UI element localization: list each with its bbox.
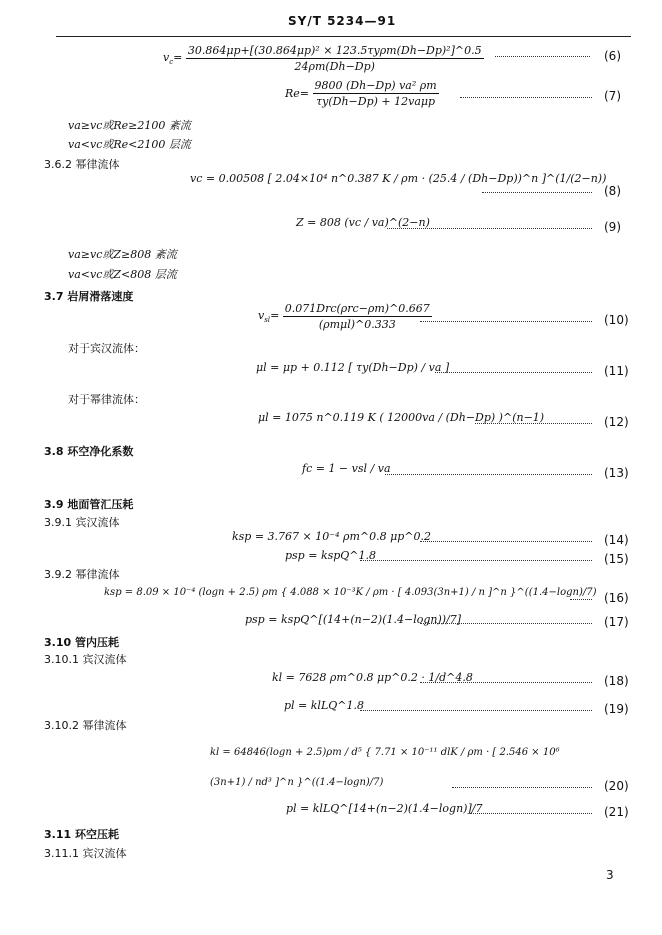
eq7-numerator: 9800 (Dh−Dp) va² ρm [314,79,437,92]
section-3-10-2: 3.10.2 幂律流体 [44,719,127,732]
equation-8: vc = 0.00508 [ 2.04×10⁴ n^0.387 K / ρm · (25.4 / (Dh−Dp))^n ]^(1/(2−n)) [190,172,607,185]
leader-dots [435,372,592,373]
equation-7: Re= $\frac{\text{9800 (Dh−Dp) va² ρm}}{\text{τy(Dh−Dp) + 12vaμp}}$ [285,79,437,108]
leader-dots [360,710,592,711]
eq-number-11: (11) [604,364,629,378]
equation-19: pl = klLQ^1.8 [284,699,364,712]
leader-dots [420,321,592,322]
eq10-numerator: 0.071Drc(ρrc−ρm)^0.667 [284,302,430,315]
section-3-7: 3.7 岩屑滑落速度 [44,290,134,303]
section-3-8: 3.8 环空净化系数 [44,445,134,458]
section-3-9-2: 3.9.2 幂律流体 [44,568,120,581]
eq7-denominator: τy(Dh−Dp) + 12vaμp [316,95,436,108]
section-3-10: 3.10 管内压耗 [44,636,119,649]
laminar-condition-z: va<vc或Z<808 层流 [68,268,177,281]
standard-code: SY/T 5234—91 [288,14,397,28]
eq-number-19: (19) [604,702,629,716]
equation-11: μl = μp + 0.112 [ τy(Dh−Dp) / va ] [256,361,450,374]
section-3-11: 3.11 环空压耗 [44,828,119,841]
equation-21: pl = klLQ^[14+(n−2)(1.4−logn)]/7 [286,802,483,815]
eq-number-17: (17) [604,615,629,629]
equation-14: ksp = 3.767 × 10⁻⁴ ρm^0.8 μp^0.2 [232,530,431,543]
eq6-denominator: 24ρm(Dh−Dp) [294,60,375,73]
leader-dots [482,192,592,193]
bingham-fluid-label: 对于宾汉流体： [68,342,145,355]
leader-dots [452,787,592,788]
leader-dots [420,623,592,624]
equation-6: $v_c=$ $\frac{\text{30.864μp+[(30.864μp)² × 123.5τyρm(Dh−Dp)²]\textasciicircum{}0.5}}{24\rho m(Dh-Dp)}$ [163,44,482,73]
leader-dots [387,228,592,229]
equation-20: kl = 64846(logn + 2.5)ρm / d⁵ { 7.71 × 10⁻¹¹ dlK / ρm · [ 2.546 × 10⁶ (3n+1) / nd³ ]^n }^((1.4−logn)/7) [210,747,560,788]
eq-number-10: (10) [604,313,629,327]
eq-number-13: (13) [604,466,629,480]
eq6-numerator: 30.864μp+[(30.864μp)² × 123.5τyρm(Dh−Dp)²]^0.5 [187,44,482,57]
eq-number-12: (12) [604,415,629,429]
equation-13: fc = 1 − vsl / va [302,462,391,475]
equation-9: Z = 808 (vc / va)^(2−n) [296,216,430,229]
section-3-6-2: 3.6.2 幂律流体 [44,158,120,171]
eq-number-6: (6) [604,49,621,63]
leader-dots [360,560,592,561]
equation-16: ksp = 8.09 × 10⁻⁴ (logn + 2.5) ρm { 4.088 × 10⁻³K / ρm · [ 4.093(3n+1) / n ]^n }^((1.4−logn)/7) [104,587,597,598]
leader-dots [420,682,592,683]
eq-number-16: (16) [604,591,629,605]
section-3-11-1: 3.11.1 宾汉流体 [44,847,127,860]
equation-12: μl = 1075 n^0.119 K ( 12000va / (Dh−Dp) )^(n−1) [258,411,545,424]
section-3-10-1: 3.10.1 宾汉流体 [44,653,127,666]
equation-17: psp = kspQ^[(14+(n−2)(1.4−logn))/7] [245,613,462,626]
laminar-condition: va<vc或Re<2100 层流 [68,138,191,151]
eq-number-18: (18) [604,674,629,688]
eq-number-8: (8) [604,184,621,198]
section-3-9: 3.9 地面管汇压耗 [44,498,134,511]
eq-number-20: (20) [604,779,629,793]
section-3-9-1: 3.9.1 宾汉流体 [44,516,120,529]
page-number: 3 [606,868,614,882]
eq-number-14: (14) [604,533,629,547]
turbulent-condition: va≥vc或Re≥2100 紊流 [68,119,191,132]
eq10-denominator: (ρmμl)^0.333 [318,318,396,331]
header-rule [56,36,631,37]
eq-number-7: (7) [604,89,621,103]
equation-18: kl = 7628 ρm^0.8 μp^0.2 · 1/d^4.8 [272,671,473,684]
leader-dots [570,599,592,600]
eq-number-15: (15) [604,552,629,566]
power-law-fluid-label: 对于幂律流体： [68,393,145,406]
leader-dots [460,97,592,98]
eq-number-21: (21) [604,805,629,819]
leader-dots [470,813,592,814]
leader-dots [385,474,592,475]
leader-dots [420,541,592,542]
turbulent-condition-z: va≥vc或Z≥808 紊流 [68,248,177,261]
leader-dots [495,56,590,57]
leader-dots [475,423,592,424]
equation-15: psp = kspQ^1.8 [285,549,377,562]
equation-10: $v_{sl}=$ $\frac{\text{0.071Drc(ρrc−ρm)\textasciicircum{}0.667}}{\text{(ρmμl)\textasciicircum{}0.333}}$ [258,302,430,331]
eq-number-9: (9) [604,220,621,234]
